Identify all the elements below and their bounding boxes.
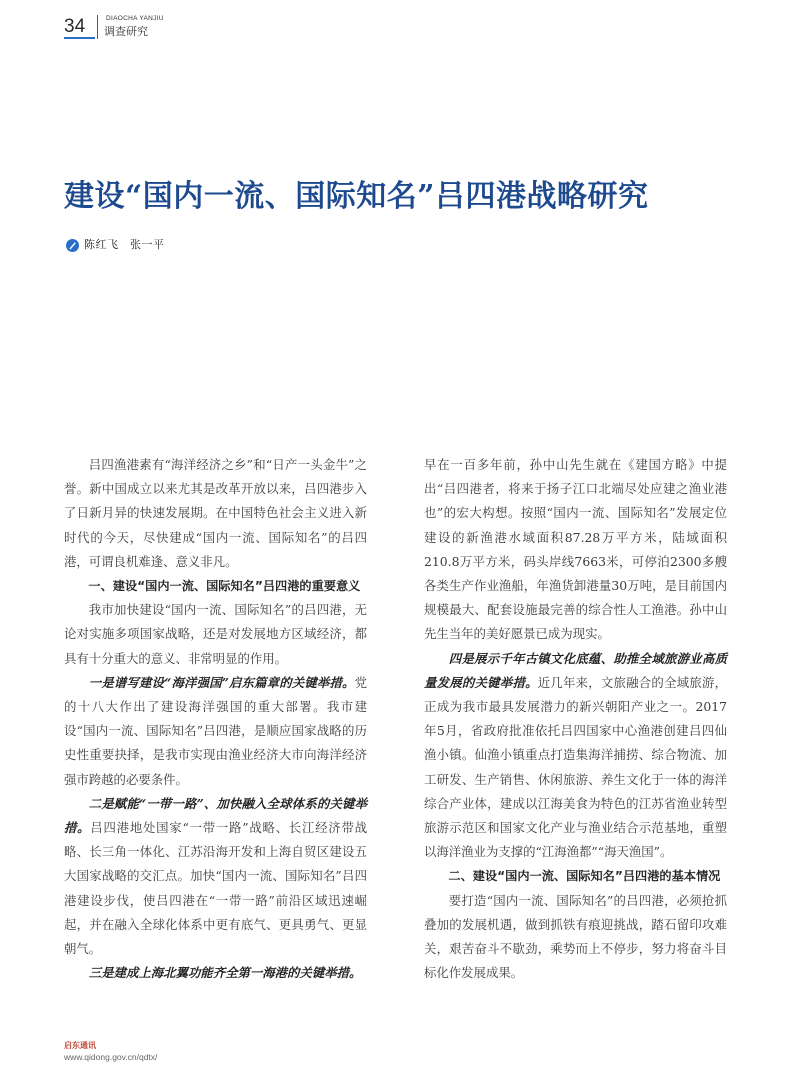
footer-publication-name: 启东通讯 — [64, 1041, 96, 1050]
paragraph-text: 党的十八大作出了建设海洋强国的重大部署。我市建设“国内一流、国际知名”吕四港，是顺应国家战略的历史性重要抉择，是我市实现由渔业经济大市向海洋经济强市跨越的必要条件。 — [64, 674, 367, 787]
key-point-lead: 三是建成上海北翼功能齐全第一海港的关键举措。 — [88, 965, 362, 981]
section-heading: 二、建设“国内一流、国际知名”吕四港的基本情况 — [448, 869, 721, 884]
key-point-lead: 一是谱写建设“海洋强国”启东篇章的关键举措。 — [88, 674, 355, 690]
paragraph-text: 近几年来，文旅融合的全域旅游，正成为我市最具发展潜力的新兴朝阳产业之一。2017年5月，省政府批准依托吕四国家中心渔港创建吕四仙渔小镇。仙渔小镇重点打造集海洋捕捞、综合物流、加工研发、生产销售、休闲旅游、养生文化于一体的海洋综合产业体，建成以江海美食为特色的江苏省渔业转型旅游示范区和国家文化产业与渔业结合示范基地，重塑以海洋渔业为支撑的“江海渔都”“海天渔国”。 — [424, 674, 728, 860]
paragraph: 吕四渔港素有“海洋经济之乡”和“日产一头金牛”之誉。新中国成立以来尤其是改革开放以来，吕四港步入了日新月异的快速发展期。在中国特色社会主义进入新时代的今天，尽快建成“国内一流、国际知名”的吕四港，可谓良机难逢、意义非凡。 — [64, 457, 367, 569]
article-authors: 陈红飞 张一平 — [84, 238, 165, 251]
pen-icon — [66, 237, 79, 256]
left-column — [64, 453, 367, 985]
article-title: 建设“国内一流、国际知名”吕四港战略研究 — [64, 179, 649, 214]
paragraph: 我市加快建设“国内一流、国际知名”的吕四港，无论对实施多项国家战略，还是对发展地方区域经济，都具有十分重大的意义、非常明显的作用。 — [64, 602, 367, 666]
journal-name-cn: 调查研究 — [104, 25, 148, 38]
key-point-lead: 四是展示千年古镇文化底蕴、助推全域旅游业高质量发展的关键举措。 — [424, 650, 727, 690]
section-heading: 一、建设“国内一流、国际知名”吕四港的重要意义 — [88, 579, 361, 594]
paragraph — [64, 671, 367, 792]
paragraph — [64, 961, 367, 985]
right-column — [424, 453, 727, 985]
paragraph — [424, 647, 727, 865]
paragraph: 要打造“国内一流、国际知名”的吕四港，必须抢抓叠加的发展机遇，做到抓铁有痕迎挑战，踏石留印攻难关，艰苦奋斗不歇劲，乘势而上不停步，努力将奋斗目标化作发展成果。 — [424, 892, 727, 981]
footer-url: www.qidong.gov.cn/qdtx/ — [64, 1052, 158, 1062]
page-number: 34 — [64, 16, 86, 37]
page-number-underline — [64, 37, 95, 39]
journal-name-en: DIAOCHA YANJIU — [106, 15, 164, 22]
key-point-lead: 二是赋能“一带一路”、加快融入全球体系的关键举措。 — [64, 795, 367, 836]
paragraph-text: 吕四港地处国家“一带一路”战略、长江经济带战略、长三角一体化、江苏沿海开发和上海自贸区建设五大国家战略的交汇点。加快“国内一流、国际知名”吕四港建设步伐，使吕四港在“一带一路”前沿区域迅速崛起，并在融入全球化体系中更有底气、更具勇气、更显朝气。 — [64, 820, 368, 957]
paragraph: 早在一百多年前，孙中山先生就在《建国方略》中提出“吕四港者，将来于扬子江口北端尽处应建之渔业港也”的宏大构想。按照“国内一流、国际知名”发展定位建设的新渔港水域面积87.28万平方米，陆域面积210.8万平方米，码头岸线7663米，可停泊2300多艘各类生产作业渔船，年渔货卸港量30万吨，是目前国内规模最大、配套设施最完善的综合性人工渔港。孙中山先生当年的美好愿景已成为现实。 — [424, 457, 727, 642]
header-divider — [97, 15, 98, 39]
paragraph — [64, 792, 367, 961]
